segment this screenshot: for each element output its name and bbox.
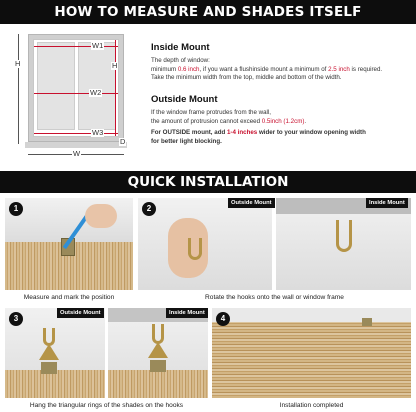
label-w3: W3	[92, 128, 104, 137]
step4-photo	[212, 308, 411, 398]
bracket-image	[362, 318, 372, 326]
section-title-installation: QUICK INSTALLATION	[0, 171, 416, 193]
outside-mount-line4: for better light blocking.	[151, 137, 222, 145]
step2-outside-mount-tag: Outside Mount	[228, 198, 275, 208]
step3-caption: Hang the triangular rings of the shades on the hooks	[29, 402, 184, 409]
inside-mount-text	[151, 57, 411, 83]
step3-number: 3	[9, 312, 23, 326]
label-w1: W1	[92, 41, 104, 50]
window-sill	[25, 142, 127, 148]
label-h-outer: H	[15, 59, 21, 68]
step2-photo-outside	[138, 198, 272, 290]
hook-image	[188, 238, 202, 260]
outside-mount-line3: For OUTSIDE mount, add 1-4 inches wider to your window opening width	[151, 129, 366, 137]
label-w2: W2	[90, 88, 102, 97]
step4-caption: Installation completed	[279, 402, 344, 409]
label-h-inner: H	[112, 61, 118, 70]
window-pane-right	[78, 42, 116, 130]
hook-image	[336, 220, 352, 252]
step1-caption: Measure and mark the position	[23, 294, 115, 301]
inside-mount-title: Inside Mount	[151, 42, 210, 53]
measure-line-h-outer	[18, 34, 19, 144]
outside-mount-text	[151, 109, 411, 146]
step2-caption: Rotate the hooks onto the wall or window frame	[205, 294, 344, 301]
window-pane-left	[37, 42, 75, 130]
step3-outside-mount-tag: Outside Mount	[57, 308, 104, 318]
step2-number: 2	[142, 202, 156, 216]
inside-mount-line1: The depth of window:	[151, 57, 210, 64]
measure-line-w2	[34, 93, 118, 94]
measure-line-w3	[34, 133, 118, 134]
outside-mount-line1: If the window frame protrudes from the wall,	[151, 109, 272, 116]
step2-inside-mount-tag: Inside Mount	[366, 198, 408, 208]
window-measure-diagram	[5, 26, 143, 166]
step2-photo-inside	[276, 198, 411, 290]
step4-number: 4	[216, 312, 230, 326]
hook-image	[152, 324, 164, 344]
inside-mount-line2: minimum 0.6 inch, if you want a flushinside mount a minimum of 2.5 inch is required.	[151, 65, 383, 73]
section-title-measure: HOW TO MEASURE AND SHADES ITSELF	[0, 0, 416, 24]
outside-mount-line2: the amount of protrusion cannot exceed 0.5inch (1.2cm).	[151, 117, 307, 125]
label-d: D	[120, 137, 126, 146]
triangle-ring-image	[148, 342, 168, 358]
measure-line-w1	[34, 46, 118, 47]
label-w: W	[73, 149, 81, 158]
step1-number: 1	[9, 202, 23, 216]
inside-mount-line3: Take the minimum width from the top, middle and bottom of the width.	[151, 74, 342, 82]
measure-line-h-inner	[115, 40, 116, 136]
step3-photo-inside	[108, 308, 208, 398]
outside-mount-title: Outside Mount	[151, 94, 218, 105]
triangle-ring-image	[39, 344, 59, 360]
step1-photo	[5, 198, 133, 290]
hand-image	[85, 204, 117, 228]
step3-inside-mount-tag: Inside Mount	[166, 308, 208, 318]
